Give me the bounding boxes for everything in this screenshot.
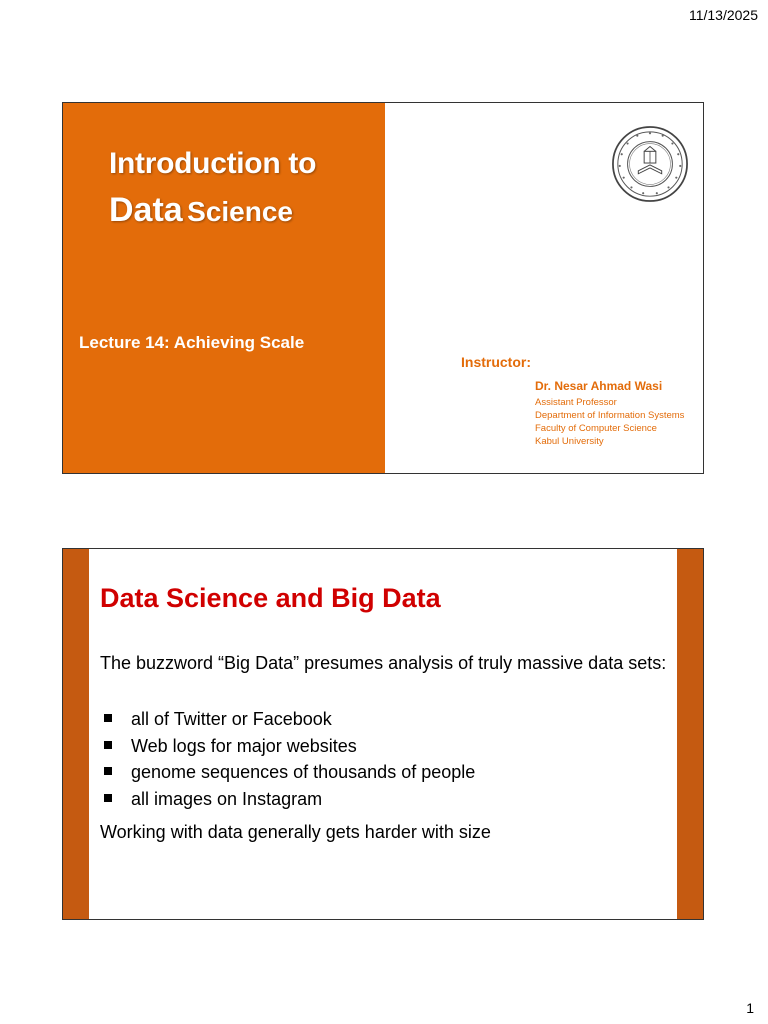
intro-text: The buzzword “Big Data” presumes analysis of truly massive data sets: <box>100 653 667 673</box>
instructor-department: Department of Information Systems <box>535 410 685 421</box>
instructor-title: Assistant Professor <box>535 397 617 408</box>
left-accent-bar <box>63 549 89 919</box>
list-item: all images on Instagram <box>100 786 475 813</box>
list-item: genome sequences of thousands of people <box>100 759 475 786</box>
closing-text: Working with data generally gets harder with size <box>100 822 491 842</box>
course-title-word-data: Data <box>109 191 183 229</box>
slide-title: Data Science and Big Data <box>100 583 441 613</box>
instructor-details <box>535 396 684 448</box>
square-bullet-icon <box>104 794 112 802</box>
list-item: Web logs for major websites <box>100 733 475 760</box>
instructor-university: Kabul University <box>535 436 604 447</box>
title-slide <box>62 102 704 474</box>
square-bullet-icon <box>104 714 112 722</box>
course-title-line2 <box>109 193 316 227</box>
lecture-subtitle: Lecture 14: Achieving Scale <box>79 333 305 352</box>
right-accent-bar <box>677 549 703 919</box>
instructor-faculty: Faculty of Computer Science <box>535 423 657 434</box>
bullet-list <box>100 706 475 812</box>
print-date: 11/13/2025 <box>688 7 758 23</box>
square-bullet-icon <box>104 741 112 749</box>
list-item: all of Twitter or Facebook <box>100 706 475 733</box>
university-seal-icon <box>611 125 689 203</box>
instructor-name: Dr. Nesar Ahmad Wasi <box>535 379 663 393</box>
course-title-line1: Introduction to <box>109 147 317 180</box>
instructor-label: Instructor: <box>461 354 531 370</box>
course-title <box>109 149 316 227</box>
course-title-word-science: Science <box>187 196 294 227</box>
square-bullet-icon <box>104 767 112 775</box>
page-number: 1 <box>746 1000 754 1016</box>
content-slide <box>62 548 704 920</box>
